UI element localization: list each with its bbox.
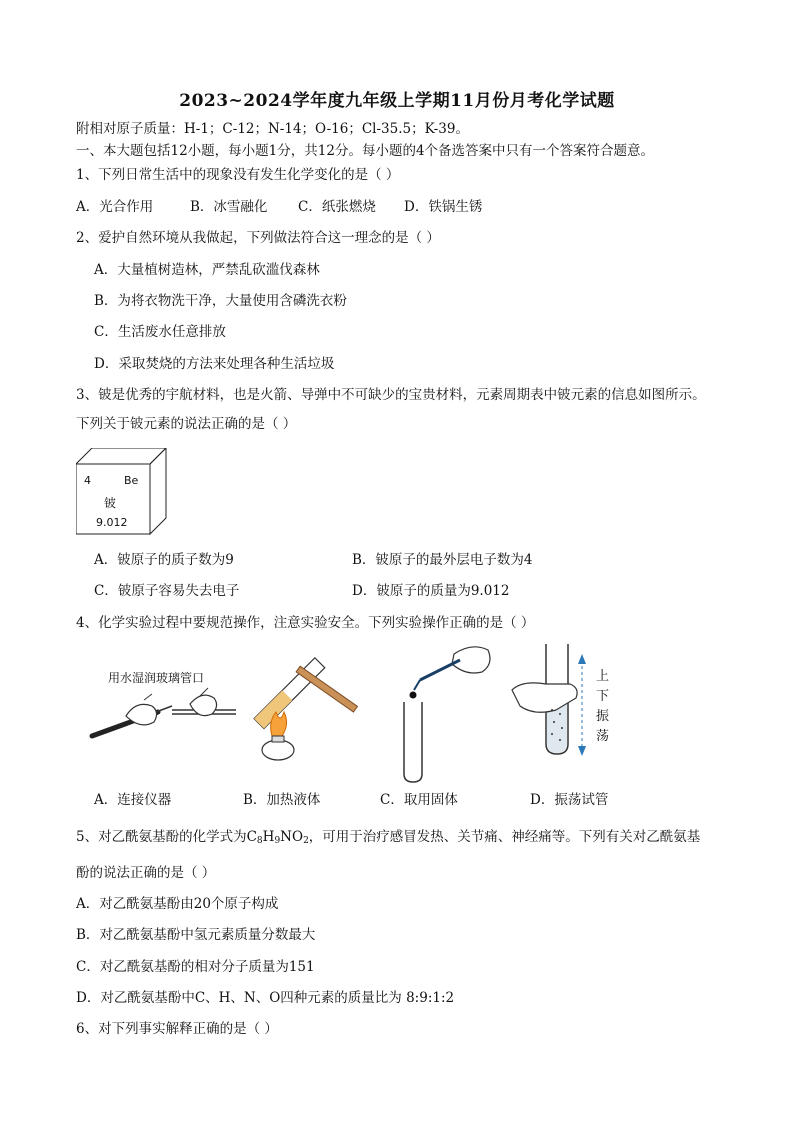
element-name: 铍 [104,496,117,510]
figure-b-heating-liquid [248,656,358,766]
q5-option-c: C．对乙酰氨基酚的相对分子质量为151 [76,959,315,975]
q5-option-d: D．对乙酰氨基酚中C、H、N、O四种元素的质量比为 8:9:1:2 [76,990,455,1006]
figure-d-label-4: 荡 [596,729,610,744]
question-2-stem: 2、爱护自然环境从我做起，下列做法符合这一理念的是（ ） [76,230,440,246]
q4-option-d: D．振荡试管 [530,792,609,808]
q1-option-b: B．冰雪融化 [190,199,268,215]
q1-option-c: C．纸张燃烧 [298,199,376,215]
question-5-stem-line1: 5、对乙酰氨基酚的化学式为$C_8H_9NO_2$，可用于治疗感冒发热、关节痛、神经痛等。下列有关对乙酰氨基 [76,829,701,846]
figure-c-taking-solid [396,640,496,784]
figure-d-shaking-test-tube [508,640,628,784]
element-symbol: Be [124,474,139,487]
section-intro: 一、本大题包括12小题，每小题1分，共12分。每小题的4个备选答案中只有一个答案符合题意。 [76,143,655,159]
q4-option-b: B．加热液体 [243,792,321,808]
question-3-stem-line1: 3、铍是优秀的宇航材料，也是火箭、导弹中不可缺少的宝贵材料，元素周期表中铍元素的信息如图所示。 [76,387,706,403]
q3-option-d: D．铍原子的质量为9.012 [352,583,510,599]
q4-option-c: C．取用固体 [380,792,458,808]
q2-option-c: C．生活废水任意排放 [94,324,226,340]
question-4-stem: 4、化学实验过程中要规范操作，注意实验安全。下列实验操作正确的是（ ） [76,615,535,631]
atomic-masses-note: 附相对原子质量：H-1；C-12；N-14；O-16；Cl-35.5；K-39。 [76,121,469,137]
page-title: 2023~2024学年度九年级上学期11月份月考化学试题 [179,91,615,111]
q1-option-a: A．光合作用 [76,199,154,215]
q3-option-a: A．铍原子的质子数为9 [94,552,234,568]
question-6-stem: 6、对下列事实解释正确的是（ ） [76,1021,278,1037]
q5-option-a: A．对乙酰氨基酚由20个原子构成 [76,896,279,912]
q2-option-b: B．为将衣物洗干净，大量使用含磷洗衣粉 [94,293,347,309]
element-atomic-mass: 9.012 [96,516,128,529]
q2-option-a: A．大量植树造林，严禁乱砍滥伐森林 [94,262,320,278]
q3-option-c: C．铍原子容易失去电子 [94,583,240,599]
figure-a-label: 用水湿润玻璃管口 [108,671,205,685]
figure-d-label-2: 下 [596,689,610,704]
question-3-stem-line2: 下列关于铍元素的说法正确的是（ ） [76,416,297,432]
figure-d-label-3: 振 [596,709,610,724]
figure-a-connect-instruments [86,666,246,746]
figure-d-label-1: 上 [596,669,610,684]
q3-option-b: B．铍原子的最外层电子数为4 [352,552,533,568]
q2-option-d: D．采取焚烧的方法来处理各种生活垃圾 [94,356,335,372]
q5-option-b: B．对乙酰氨基酚中氢元素质量分数最大 [76,927,316,943]
q4-option-a: A．连接仪器 [94,792,172,808]
question-5-stem-line2: 酚的说法正确的是（ ） [76,865,216,881]
beryllium-element-card [76,448,172,538]
q1-option-d: D．铁锅生锈 [404,199,483,215]
question-1-stem: 1、下列日常生活中的现象没有发生化学变化的是（ ） [76,167,400,183]
element-atomic-number: 4 [84,474,91,487]
